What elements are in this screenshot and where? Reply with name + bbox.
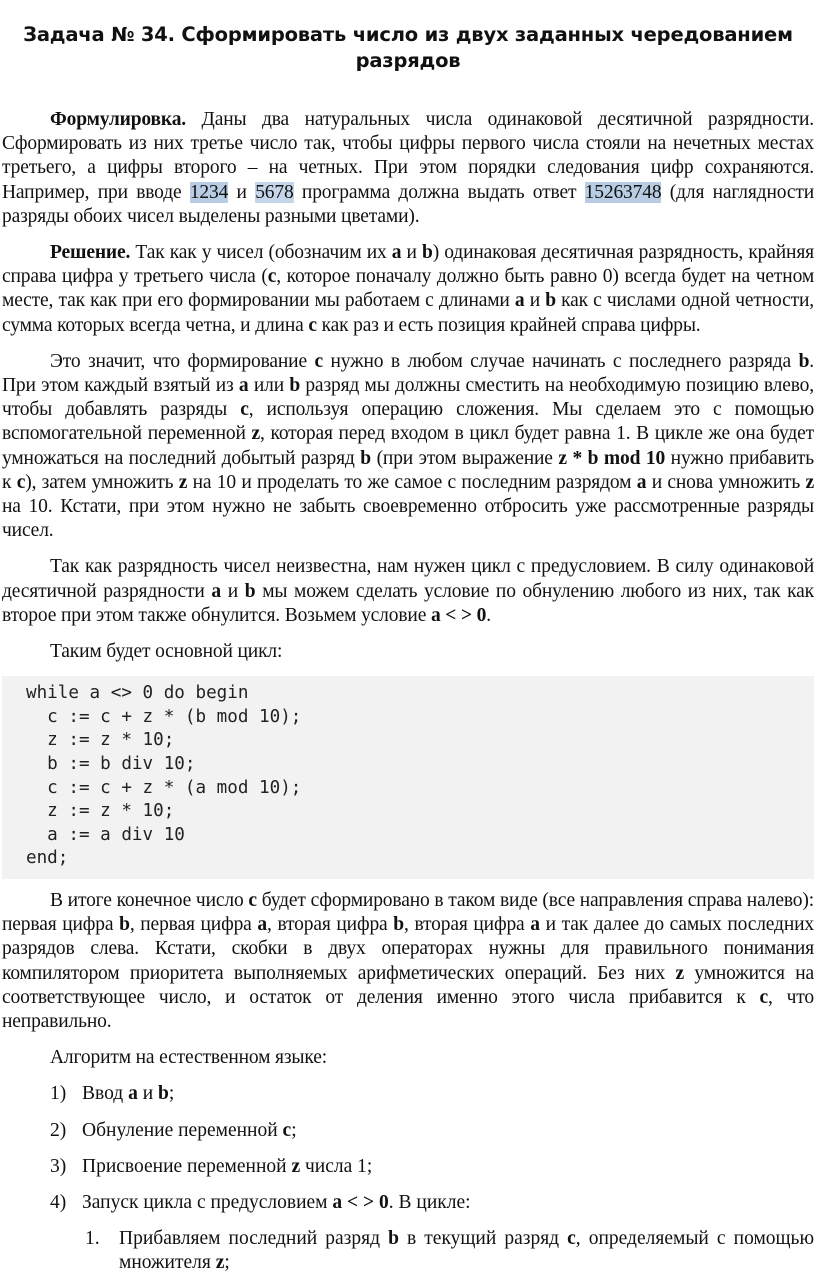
formulation-label: Формулировка.	[50, 109, 187, 130]
example-answer: 15263748	[584, 181, 662, 203]
code-line: while a <> 0 do begin	[26, 683, 249, 704]
loop-intro: Таким будет основной цикл:	[50, 641, 283, 663]
result-paragraph: В итоге конечное число c будет сформировано в таком виде (все направления справа налево): первая цифра b, первая цифра a, вторая цифра b, вторая цифра a и так далее до самых последних разрядов слева. Кстати, скобки в двух операторах нужны для правильного понимания компилятором приоритета выполняемых арифметических операций. Без них z умножится на соответствующее число, и остаток от деления именно этого числа прибавится к c, что неправильно.	[2, 890, 815, 1033]
code-line: c := c + z * (a mod 10);	[26, 777, 302, 798]
code-line: z := z * 10;	[26, 801, 175, 822]
code-block	[2, 676, 814, 879]
formulation-paragraph: Формулировка. Даны два натуральных числа одинаковой десятичной разрядности. Сформировать из них третье число так, чтобы цифры первого числа стояли на нечетных местах третьего, а цифры второго – на четных. При этом порядки следования цифр сохраняются. Например, при вводе 1234 и 5678 программа должна выдать ответ 15263748 (для наглядности разряды обоих чисел выделены разными цветами).	[2, 109, 814, 227]
solution-label: Решение.	[50, 242, 131, 264]
loop-condition-paragraph: Так как разрядность чисел неизвестна, нам нужен цикл с предусловием. В силу одинаковой десятичной разрядности a и b мы можем сделать условие по обнулению любого из них, так как второе при этом также обнулится. Возьмем условие a < > 0.	[2, 556, 814, 626]
explanation-paragraph: Это значит, что формирование c нужно в любом случае начинать с последнего разряда b. При этом каждый взятый из a или b разряд мы должны сместить на необходимую позицию влево, чтобы добавлять разряды c, используя операцию сложения. Мы сделаем это с помощью вспомогательной переменной z, которая перед входом в цикл будет равна 1. В цикле же она будет умножаться на последний добытый разряд b (при этом выражение z * b mod 10 нужно прибавить к c), затем умножить z на 10 и проделать то же самое с последним разрядом a и снова умножить z на 10. Кстати, при этом нужно не забыть своевременно отбросить уже рассмотренные разряды чисел.	[2, 350, 815, 542]
list-item: 3) Присвоение переменной z числа 1;	[50, 1155, 373, 1177]
page-title: Задача № 34. Сформировать число из двух заданных чередованием разрядов	[23, 23, 793, 72]
algorithm-title: Алгоритм на естественном языке:	[50, 1047, 327, 1069]
list-item: 1) Ввод a и b;	[50, 1083, 175, 1105]
algorithm-list	[2, 1082, 814, 1275]
solution-paragraph: Решение. Так как у чисел (обозначим их a и b) одинаковая десятичная разрядность, крайняя справа цифра у третьего числа (c, которое поначалу должно быть равно 0) всегда будет на четном месте, так как при его формировании мы работаем с длинами a и b как с числами одной четности, сумма которых всегда четна, и длина c как раз и есть позиция крайней справа цифры.	[2, 242, 815, 336]
code-line: c := c + z * (b mod 10);	[26, 706, 302, 727]
example-number-2: 5678	[255, 181, 294, 203]
list-item: 4) Запуск цикла с предусловием a < > 0. В цикле:	[50, 1192, 471, 1214]
example-number-1: 1234	[189, 181, 229, 203]
code-line: a := a div 10	[26, 824, 185, 845]
code-line: end;	[26, 848, 69, 869]
code-line: b := b div 10;	[26, 754, 196, 775]
sub-list-item: 1. Прибавляем последний разряд b в текущий разряд c, определяемый с помощью множителя z;	[85, 1228, 815, 1274]
list-item: 2) Обнуление переменной c;	[50, 1119, 297, 1141]
code-line: z := z * 10;	[26, 730, 175, 751]
